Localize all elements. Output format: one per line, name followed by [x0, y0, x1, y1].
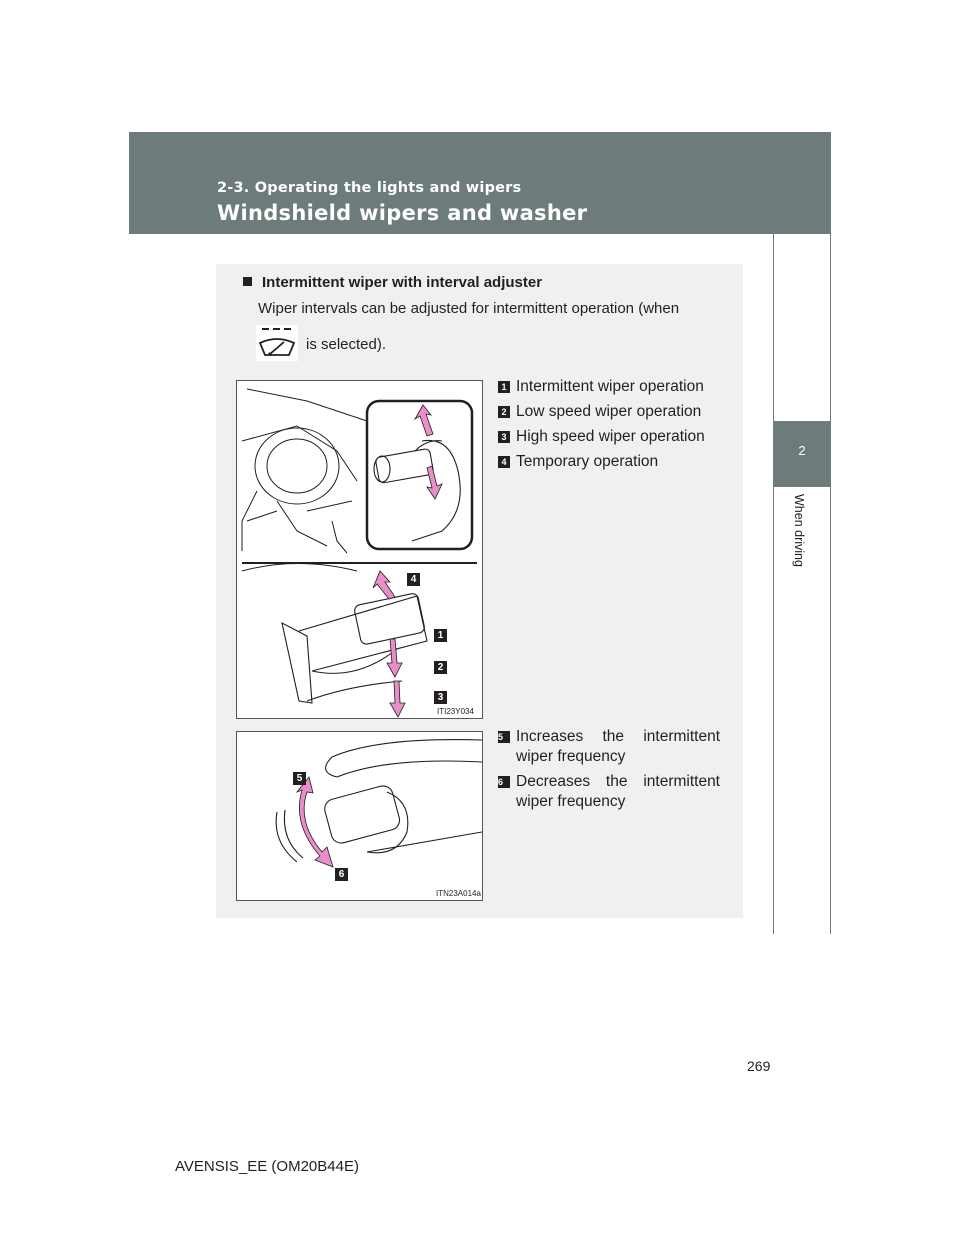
figure1-legend	[498, 377, 720, 477]
list-item	[498, 377, 720, 397]
square-bullet-icon	[243, 277, 252, 286]
wiper-lever-figure	[236, 380, 483, 719]
intermittent-wiper-icon	[256, 325, 298, 361]
item-text: Intermittent wiper operation	[516, 378, 704, 395]
item-number: 5	[498, 731, 510, 743]
chapter-number: 2	[798, 443, 806, 458]
page-title: Windshield wipers and washer	[217, 201, 588, 225]
list-item	[498, 402, 720, 422]
list-item	[498, 772, 720, 812]
item-text: Temporary operation	[516, 453, 659, 470]
callout-4: 4	[407, 573, 420, 586]
chapter-tab	[773, 421, 831, 487]
intro-paragraph-end: is selected).	[306, 336, 387, 353]
item-number: 4	[498, 456, 510, 468]
callout-2: 2	[434, 661, 447, 674]
item-number: 2	[498, 406, 510, 418]
header-band	[129, 132, 831, 234]
item-number: 1	[498, 381, 510, 393]
callout-1: 1	[434, 629, 447, 642]
callout-6: 6	[335, 868, 348, 881]
page-number: 269	[747, 1058, 771, 1074]
item-text: Decreases the intermittent wiper frequency	[516, 773, 720, 810]
side-divider	[773, 234, 774, 934]
item-number: 6	[498, 776, 510, 788]
figure-code: ITN23A014a	[436, 889, 481, 898]
list-item	[498, 427, 720, 447]
figure-code: ITI23Y034	[437, 707, 474, 716]
callout-3: 3	[434, 691, 447, 704]
side-divider	[830, 234, 831, 934]
item-number: 3	[498, 431, 510, 443]
intro-paragraph: Wiper intervals can be adjusted for intermittent operation (when	[258, 300, 680, 317]
item-text: Low speed wiper operation	[516, 403, 702, 420]
chapter-label: When driving	[792, 494, 806, 567]
section-label: 2-3. Operating the lights and wipers	[217, 180, 522, 196]
interval-adjuster-figure	[236, 731, 483, 901]
figure2-legend	[498, 727, 720, 817]
subheading	[243, 274, 542, 291]
list-item	[498, 727, 720, 767]
subheading-text: Intermittent wiper with interval adjuster	[262, 274, 543, 291]
item-text: Increases the intermittent wiper frequency	[516, 728, 720, 765]
list-item	[498, 452, 720, 472]
model-code: AVENSIS_EE (OM20B44E)	[175, 1158, 359, 1175]
callout-5: 5	[293, 772, 306, 785]
item-text: High speed wiper operation	[516, 428, 705, 445]
